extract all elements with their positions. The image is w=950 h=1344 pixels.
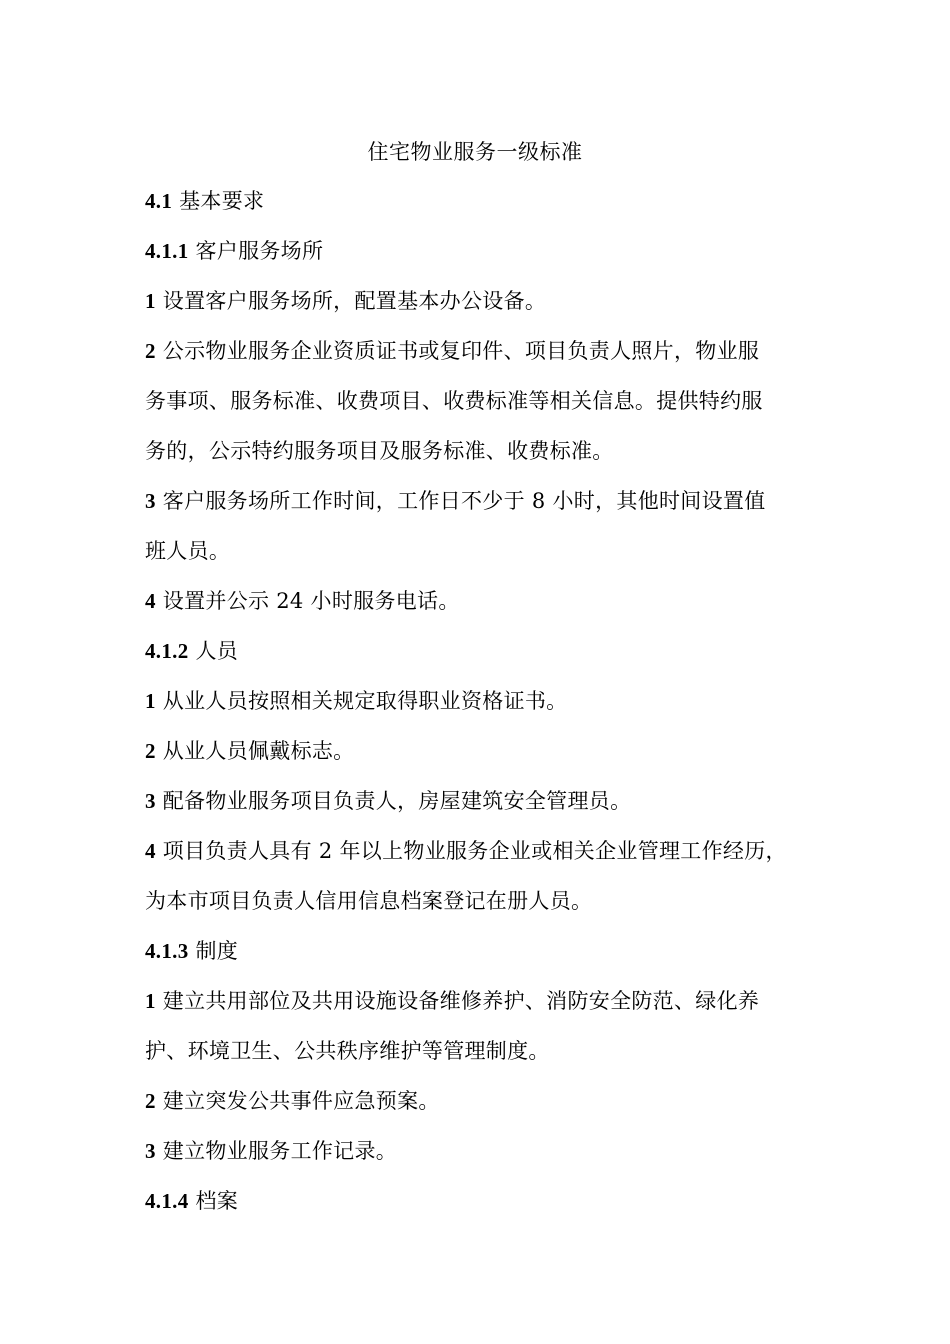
- paragraph-line: 2 公示物业服务企业资质证书或复印件、项目负责人照片，物业服: [145, 339, 760, 363]
- paragraph-line: 班人员。: [145, 539, 231, 563]
- paragraph-line: 4 项目负责人具有 2 年以上物业服务企业或相关企业管理工作经历，: [145, 839, 787, 863]
- paragraph-line: 3 配备物业服务项目负责人，房屋建筑安全管理员。: [145, 789, 632, 813]
- paragraph-line: 3 客户服务场所工作时间，工作日不少于 8 小时，其他时间设置值: [145, 489, 766, 513]
- paragraph-line: 1 设置客户服务场所，配置基本办公设备。: [145, 289, 547, 313]
- paragraph-line: 1 从业人员按照相关规定取得职业资格证书。: [145, 689, 568, 713]
- subsection-heading-4-1-4: 4.1.4 档案: [145, 1189, 239, 1213]
- paragraph-line: 护、环境卫生、公共秩序维护等管理制度。: [145, 1039, 550, 1063]
- paragraph-line: 4 设置并公示 24 小时服务电话。: [145, 589, 460, 613]
- subsection-heading-4-1-3: 4.1.3 制度: [145, 939, 239, 963]
- paragraph-line: 务的，公示特约服务项目及服务标准、收费标准。: [145, 439, 614, 463]
- paragraph-line: 务事项、服务标准、收费项目、收费标准等相关信息。提供特约服: [145, 389, 763, 413]
- paragraph-line: 1 建立共用部位及共用设施设备维修养护、消防安全防范、绿化养: [145, 989, 760, 1013]
- paragraph-line: 为本市项目负责人信用信息档案登记在册人员。: [145, 889, 593, 913]
- subsection-heading-4-1-2: 4.1.2 人员: [145, 639, 239, 663]
- document-title: 住宅物业服务一级标准: [367, 140, 583, 164]
- paragraph-line: 3 建立物业服务工作记录。: [145, 1139, 398, 1163]
- section-heading-4-1: 4.1 基本要求: [145, 189, 265, 213]
- subsection-heading-4-1-1: 4.1.1 客户服务场所: [145, 239, 324, 263]
- paragraph-line: 2 建立突发公共事件应急预案。: [145, 1089, 440, 1113]
- document-body: [145, 176, 810, 1226]
- paragraph-line: 2 从业人员佩戴标志。: [145, 739, 355, 763]
